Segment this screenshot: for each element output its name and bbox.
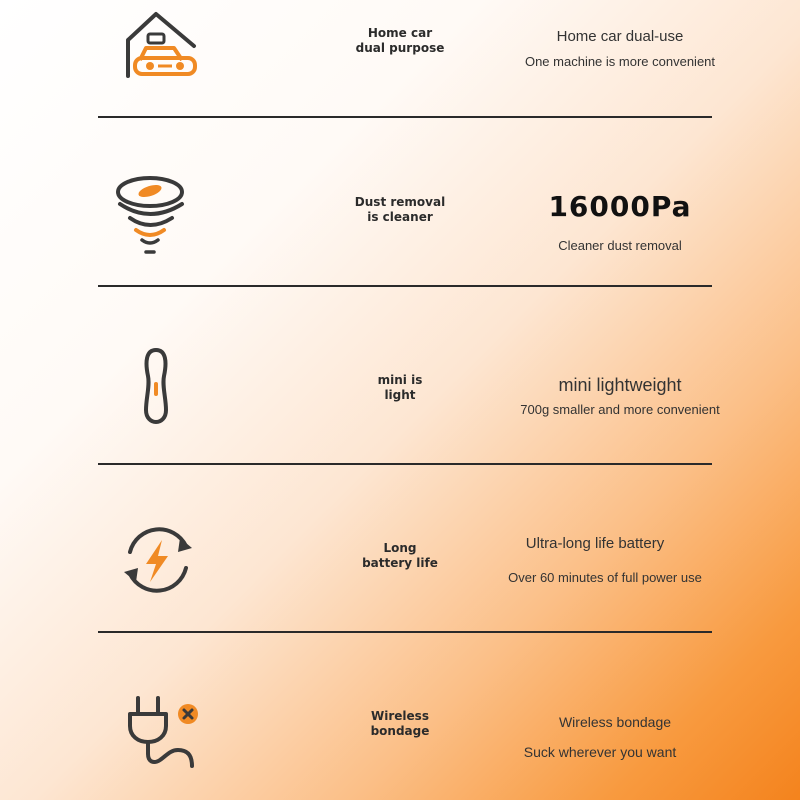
divider [98,631,712,633]
feature-heading: Wireless bondage [558,714,672,730]
divider [98,463,712,465]
feature-heading: Ultra-long life battery [525,535,665,552]
cyclone-suction-icon [108,168,204,264]
feature-label: Wireless bondage [370,709,430,738]
feature-subtext: 700g smaller and more convenient [520,402,720,417]
feature-subtext: One machine is more convenient [524,54,716,69]
unplugged-icon [108,690,204,786]
divider [98,116,712,118]
feature-label: Long battery life [362,541,438,570]
feature-heading: Home car dual-use [556,28,684,45]
feature-label: mini is light [377,373,423,402]
feature-label: Home car dual purpose [355,26,445,55]
house-car-icon [108,0,204,96]
divider [98,285,712,287]
battery-charge-icon [108,512,204,608]
feature-label: Dust removal is cleaner [354,195,446,224]
feature-heading: 16000Pa [548,190,692,223]
handheld-vacuum-icon [108,340,204,436]
feature-heading: mini lightweight [558,375,682,395]
feature-subtext: Cleaner dust removal [558,238,682,253]
feature-subtext: Suck wherever you want [523,744,677,760]
feature-subtext: Over 60 minutes of full power use [508,570,702,585]
